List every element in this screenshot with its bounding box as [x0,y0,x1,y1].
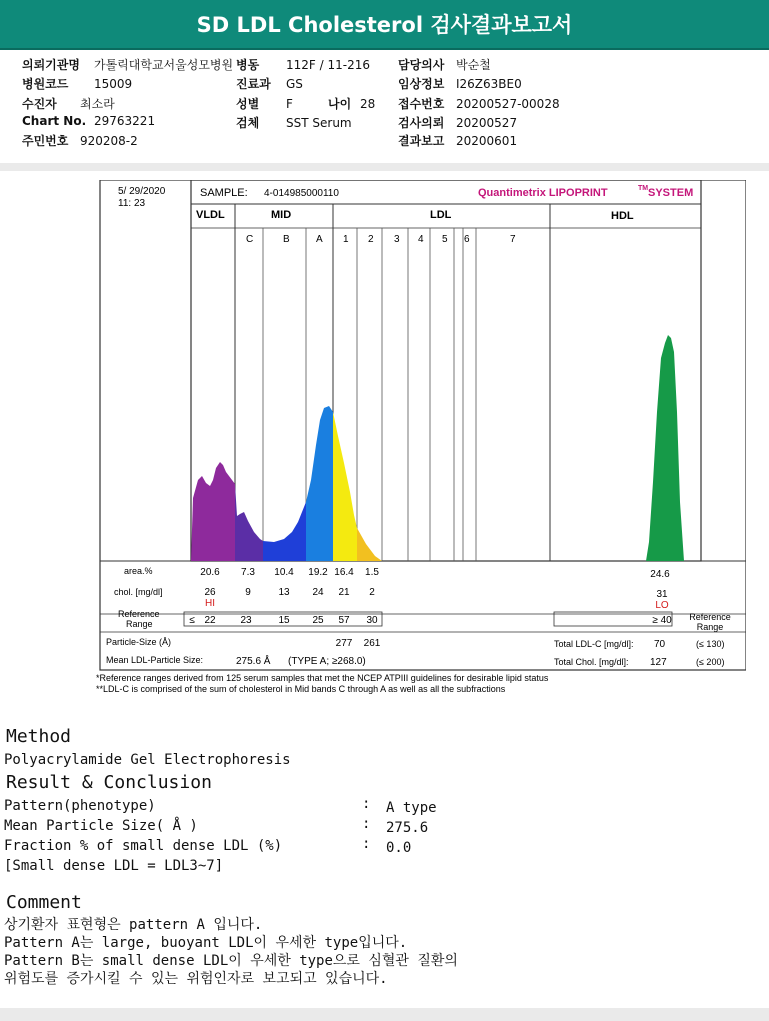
comment-line: Pattern B는 small dense LDL이 우세한 type으로 심혈관 질환의 [4,953,458,969]
info-resident-no: 주민번호 920208-2 [22,134,138,148]
trace-mid-b [263,502,306,561]
ref-right-label1: Reference [689,612,731,622]
analysis-time: 11: 23 [118,198,146,209]
band-label-6: 6 [464,234,470,245]
brand-system: SYSTEM [648,187,694,199]
info-request-date: 검사의뢰 20200527 [398,116,518,130]
result-value: 0.0 [386,840,412,856]
info-age: 나이 28 [328,97,376,111]
info-receipt-no: 접수번호 20200527-00028 [398,97,560,111]
area-value-hdl: 24.6 [650,569,670,580]
band-label-b: B [283,234,290,245]
chol-value: 24 [312,587,324,598]
electropherogram [191,335,684,561]
result-note: [Small dense LDL = LDL3~7] [4,858,224,874]
row-label-psize: Particle-Size (Å) [106,637,172,647]
chol-value: 21 [338,587,350,598]
result-key: Fraction % of small dense LDL (%) [4,838,283,854]
info-clinical: 임상정보 I26Z63BE0 [398,77,522,91]
band-label-c: C [246,234,254,245]
brand-tm: TM [638,185,649,192]
band-dividers [263,228,476,561]
patient-info [0,50,769,162]
analysis-date: 5/ 29/2020 [118,186,166,197]
trace-mid-a [306,406,333,561]
footnote-2: **LDL-C is comprised of the sum of cholesterol in Mid bands C through A as well as all the subfractions [96,684,506,694]
group-label-vldl: VLDL [196,209,225,221]
ref-value: 15 [278,615,290,626]
trace-vldl [191,462,235,561]
ref-value: 25 [312,615,324,626]
chol-value-hdl: 31 [656,589,668,600]
comment-line: Pattern A는 large, buoyant LDL이 우세한 type입니다. [4,935,408,951]
report-title: SD LDL Cholesterol 검사결과보고서 [196,13,573,37]
area-values [200,567,670,580]
chol-values [204,587,668,611]
lipoprint-report [96,180,746,700]
info-ward: 병동 112F / 11-216 [236,58,370,72]
total-chol-value: 127 [650,657,667,668]
sample-id: 4-014985000110 [264,188,339,199]
brand-name: Quantimetrix LIPOPRINT [478,187,608,199]
chol-value: 26 [204,587,216,598]
group-label-ldl: LDL [430,209,452,221]
sample-label: SAMPLE: [200,187,248,199]
result-title: Result & Conclusion [6,772,212,793]
result-value: A type [386,800,437,816]
total-chol-ref: (≤ 200) [696,657,725,667]
psize-value: 277 [335,638,353,649]
chol-value: 13 [278,587,290,598]
band-label-a: A [316,234,323,245]
info-report-date: 결과보고 20200601 [398,134,518,148]
total-chol-label: Total Chol. [mg/dl]: [554,657,629,667]
flag-lo: LO [655,600,669,611]
band-label-7: 7 [510,234,516,245]
row-label-area: area.% [124,566,153,576]
flag-hi: HI [205,598,215,609]
result-key: Mean Particle Size( Å ) [4,818,198,834]
ref-value-hdl: ≥ 40 [652,615,672,626]
band-label-2: 2 [368,234,374,245]
footnote-1: *Reference ranges derived from 125 serum samples that met the NCEP ATPIII guidelines for desirable lipid status [96,673,549,683]
section-divider [0,163,769,171]
group-label-hdl: HDL [611,210,634,222]
trace-ldl2 [357,528,382,561]
chol-value: 2 [369,587,375,598]
result-sep: : [362,816,371,832]
group-label-mid: MID [271,209,292,221]
info-specimen: 검체 SST Serum [236,116,352,130]
area-value: 20.6 [200,567,220,578]
trace-hdl [646,335,684,561]
row-label-mean: Mean LDL-Particle Size: [106,655,204,665]
ref-symbol: ≤ [189,615,195,626]
ref-right-label2: Range [696,622,724,632]
mean-size-type: (TYPE A; ≥268.0) [288,656,366,667]
band-label-5: 5 [442,234,448,245]
ref-value: 22 [204,615,216,626]
info-chart-no: Chart No. 29763221 [22,114,156,128]
band-label-3: 3 [394,234,400,245]
band-label-4: 4 [418,234,424,245]
ref-value: 57 [338,615,350,626]
comment-line: 위험도를 증가시킬 수 있는 위험인자로 보고되고 있습니다. [4,971,388,987]
info-doctor: 담당의사 박순철 [398,58,491,72]
total-ldl-label: Total LDL-C [mg/dl]: [554,639,634,649]
bottom-divider [0,1008,769,1021]
band-label-1: 1 [343,234,349,245]
info-department: 진료과 GS [236,77,303,91]
ref-value: 23 [240,615,252,626]
result-key: Pattern(phenotype) [4,798,156,814]
result-value: 275.6 [386,820,429,836]
area-value: 19.2 [308,567,328,578]
row-label-ref2: Range [126,619,153,629]
psize-value: 261 [363,638,381,649]
info-hospital: 의뢰기관명 가톨릭대학교서울성모병원 [22,58,234,72]
row-label-chol: chol. [mg/dl] [114,587,163,597]
area-value: 1.5 [365,567,379,578]
trace-mid-c [235,484,263,561]
info-patient: 수진자 최소라 [22,97,115,111]
method-text: Polyacrylamide Gel Electrophoresis [4,752,291,768]
area-value: 10.4 [274,567,294,578]
total-ldl-value: 70 [654,639,666,650]
ref-values [189,615,672,626]
total-ldl-ref: (≤ 130) [696,639,725,649]
comment-line: 상기환자 표현형은 pattern A 입니다. [4,917,263,933]
report-title-banner [0,0,769,50]
chol-value: 9 [245,587,251,598]
area-value: 16.4 [334,567,354,578]
area-value: 7.3 [241,567,255,578]
mean-size-value: 275.6 Å [236,656,271,667]
result-sep: : [362,796,371,812]
trace-ldl1 [333,412,357,561]
method-title: Method [6,726,72,747]
result-sep: : [362,836,371,852]
row-label-ref1: Reference [118,609,160,619]
ref-value: 30 [366,615,378,626]
comment-title: Comment [6,892,82,913]
report-frame [100,180,746,670]
info-hospital-code: 병원코드 15009 [22,77,133,91]
info-sex: 성별 F [236,97,293,111]
band-labels [246,234,516,245]
